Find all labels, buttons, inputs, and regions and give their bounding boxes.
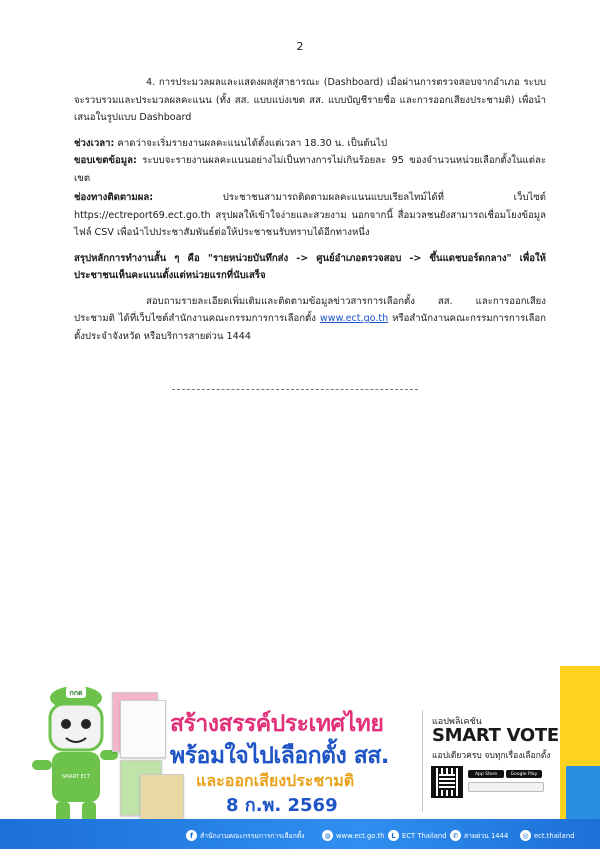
footer-hotline-text: สายด่วน 1444: [464, 832, 509, 840]
ballot-card-tan: [140, 774, 184, 822]
contact-text: สอบถามรายละเอียดเพิ่มเติมและติดตามข้อมูลข่าวสารการเลือกตั้ง สส. และการออกเสียงประชามติ ได้ที่เว็บไซต์สำนักงานคณะกรรมการการเลือกตั้ง: [74, 295, 546, 324]
channel-label: ช่องทางติดตามผล:: [74, 192, 154, 203]
scope-text: ระบบจะรายงานผลคะแนนอย่างไม่เป็นทางการไม่เกินร้อยละ 95 ของจำนวนหน่วยเลือกตั้งในแต่ละเขต: [74, 155, 546, 184]
footer-instagram[interactable]: [520, 830, 574, 841]
footer-facebook[interactable]: [186, 830, 305, 841]
paragraph-summary: สรุปหลักการทำงานสั้น ๆ คือ "รายหน่วยบันทึกส่ง -> ศูนย์อำเภอตรวจสอบ -> ขึ้นแดชบอร์ดกลาง" เพื่อให้ประชาชนเห็นคะแนนตั้งแต่หน่วยแรกที่นับเสร็จ: [74, 252, 546, 281]
paragraph-dashboard: 4. การประมวลผลและแสดงผลสู่สาธารณะ (Dashboard) เมื่อผ่านการตรวจสอบจากอำเภอ ระบบจะรวบรวมและประมวลผลคะแนน (ทั้ง สส. แบบแบ่งเขต สส. แบบบัญชีรายชื่อ และการออกเสียงประชามติ) เพื่อนำเสนอในรูปแบบ Dashboard: [74, 77, 546, 123]
footer-web[interactable]: [322, 830, 384, 841]
smart-vote-title: SMART VOTE: [432, 725, 559, 746]
footer-hotline[interactable]: [450, 830, 508, 841]
instagram-icon: ◎: [520, 830, 531, 841]
app-store-badge[interactable]: App Store: [468, 770, 504, 778]
document-body: [74, 74, 546, 353]
section-divider: [172, 389, 418, 390]
scope-label: ขอบเขตข้อมูล:: [74, 155, 137, 166]
banner-divider: [422, 710, 423, 812]
footer-web-text: www.ect.go.th: [336, 831, 385, 840]
paragraph-contact: [74, 293, 546, 346]
time-label: ช่วงเวลา:: [74, 137, 115, 149]
phone-icon: ✆: [450, 830, 461, 841]
smart-vote-tagline: แอปเดียวครบ จบทุกเรื่องเลือกตั้ง: [432, 751, 551, 761]
google-play-badge[interactable]: Google Play: [506, 770, 542, 778]
contact-tail: หรือสำนักงานคณะกรรมการการเลือกตั้งประจำจังหวัด หรือบริการสายด่วน 1444: [74, 313, 546, 342]
footer-line-text: ECT Thailand: [402, 831, 447, 840]
mascot-image: [30, 680, 122, 825]
ect-website-link[interactable]: www.ect.go.th: [319, 313, 389, 324]
ballot-card-white: [120, 700, 166, 758]
banner-headline-2: พร้อมใจไปเลือกตั้ง สส.: [170, 743, 390, 769]
time-text: คาดว่าจะเริ่มรายงานผลคะแนนได้ตั้งแต่เวลา 18.30 น. เป็นต้นไป: [114, 137, 388, 149]
paragraph-time: [74, 135, 546, 153]
page-number: 2: [296, 40, 304, 53]
footer-line[interactable]: [388, 830, 447, 841]
footer-facebook-text: สำนักงานคณะกรรมการการเลือกตั้ง: [200, 832, 305, 840]
line-icon: L: [388, 830, 399, 841]
footer-ig-text: ect.thailand: [534, 831, 575, 840]
ect-search-box[interactable]: [468, 782, 544, 792]
app-label: แอปพลิเคชัน: [432, 717, 482, 727]
mascot-cap-text: กกต: [69, 689, 83, 697]
election-banner: [0, 666, 600, 849]
mascot-body-text: SMART ECT: [61, 774, 91, 780]
paragraph-channel: [74, 189, 546, 242]
banner-headline-3: และออกเสียงประชามติ: [196, 771, 355, 790]
paragraph-scope: [74, 152, 546, 187]
election-date: 8 ก.พ. 2569: [226, 795, 338, 816]
globe-icon: ◍: [322, 830, 333, 841]
channel-text: ประชาชนสามารถติดตามผลคะแนนแบบเรียลไทม์ได้ที่ เว็บไซต์ https://ectreport69.ect.go.th สรุปผลให้เข้าใจง่ายและสวยงาม นอกจากนี้ สื่อมวลชนยังสามารถเชื่อมโยงข้อมูลไฟล์ CSV เพื่อนำไปประชาสัมพันธ์ต่อให้ประชาชนรับทราบได้อีกทางหนึ่ง: [74, 192, 546, 238]
footer-bar: [0, 819, 600, 849]
facebook-icon: f: [186, 830, 197, 841]
qr-code-icon[interactable]: [431, 766, 463, 798]
banner-headline-1: สร้างสรรค์ประเทศไทย: [170, 711, 384, 737]
